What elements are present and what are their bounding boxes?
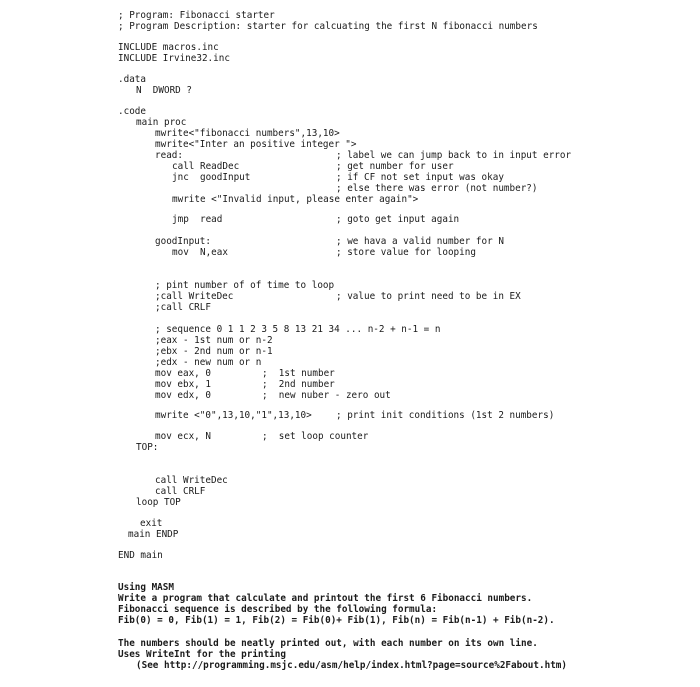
code-line: mov ecx, N <box>155 431 211 442</box>
code-label: TOP: <box>136 442 159 453</box>
code-comment: ; goto get input again <box>336 214 460 225</box>
include-line: INCLUDE macros.inc <box>118 42 219 53</box>
code-line: mov eax, 0 <box>155 368 211 379</box>
code-comment: ; if CF not set input was okay <box>336 172 504 183</box>
instruction-line: Fibonacci sequence is described by the following formula: <box>118 604 438 615</box>
code-comment: ; print init conditions (1st 2 numbers) <box>336 410 555 421</box>
code-comment: ; value to print need to be in EX <box>336 291 521 302</box>
code-line: jnc goodInput <box>172 172 251 183</box>
code-line: exit <box>140 518 163 529</box>
code-comment: ; sequence 0 1 1 2 3 5 8 13 21 34 ... n-2 + n-1 = n <box>155 324 441 335</box>
code-comment: ; new nuber - zero out <box>262 390 391 401</box>
code-comment: ; store value for looping <box>336 247 476 258</box>
data-declaration: N DWORD ? <box>136 85 192 96</box>
description-comment: ; Program Description: starter for calcuating the first N fibonacci numbers <box>118 21 538 32</box>
code-comment: ; else there was error (not number?) <box>336 183 538 194</box>
code-comment: ;call WriteDec <box>155 291 234 302</box>
code-comment: ; we hava a valid number for N <box>336 236 504 247</box>
instruction-line: Uses WriteInt for the printing <box>118 649 286 660</box>
code-line: mov edx, 0 <box>155 390 211 401</box>
instructions-heading: Using MASM <box>118 582 174 593</box>
code-comment: ;edx - new num or n <box>155 357 262 368</box>
code-line: main ENDP <box>128 529 179 540</box>
code-line: mov ebx, 1 <box>155 379 211 390</box>
code-line: mwrite<"fibonacci numbers",13,10> <box>155 128 340 139</box>
instruction-line: Write a program that calculate and printout the first 6 Fibonacci numbers. <box>118 593 533 604</box>
code-comment: ; 2nd number <box>262 379 335 390</box>
code-line: mwrite <"0",13,10,"1",13,10> <box>155 410 312 421</box>
code-line: END main <box>118 550 163 561</box>
code-directive: .code <box>118 106 146 117</box>
instruction-line: Fib(0) = 0, Fib(1) = 1, Fib(2) = Fib(0)+ Fib(1), Fib(n) = Fib(n-1) + Fib(n-2). <box>118 615 555 626</box>
code-comment: ; 1st number <box>262 368 335 379</box>
code-line: loop TOP <box>136 497 181 508</box>
code-label: read: <box>155 150 183 161</box>
code-line: mov N,eax <box>172 247 228 258</box>
code-line: call ReadDec <box>172 161 240 172</box>
instruction-line: The numbers should be neatly printed out, with each number on its own line. <box>118 638 538 649</box>
code-comment: ;call CRLF <box>155 302 211 313</box>
include-line: INCLUDE Irvine32.inc <box>118 53 230 64</box>
code-line: jmp read <box>172 214 223 225</box>
code-comment: ; set loop counter <box>262 431 369 442</box>
code-line: mwrite<"Inter an positive integer "> <box>155 139 357 150</box>
code-comment: ; pint number of of time to loop <box>155 280 335 291</box>
code-line: call CRLF <box>155 486 206 497</box>
code-label: goodInput: <box>155 236 211 247</box>
main-proc-line: main proc <box>136 117 187 128</box>
code-comment: ;ebx - 2nd num or n-1 <box>155 346 273 357</box>
program-comment: ; Program: Fibonacci starter <box>118 10 275 21</box>
code-comment: ; get number for user <box>336 161 454 172</box>
code-line: call WriteDec <box>155 475 228 486</box>
code-comment: ;eax - 1st num or n-2 <box>155 335 273 346</box>
reference-link: (See http://programming.msjc.edu/asm/help/index.html?page=source%2Fabout.htm) <box>136 660 567 671</box>
code-line: mwrite <"Invalid input, please enter again"> <box>172 194 419 205</box>
code-comment: ; label we can jump back to in input error <box>336 150 572 161</box>
data-directive: .data <box>118 74 146 85</box>
